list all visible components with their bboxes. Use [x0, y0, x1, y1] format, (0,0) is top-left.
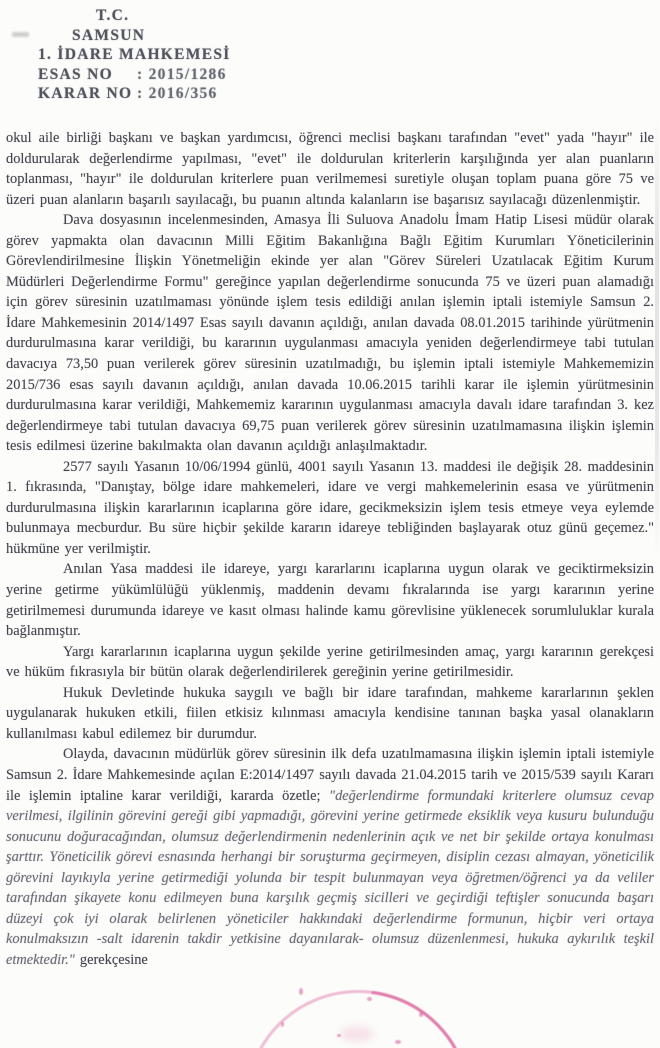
paragraph-olayda [6, 744, 654, 970]
karar-no-row [38, 84, 231, 104]
court-name: 1. İDARE MAHKEMESİ [38, 46, 231, 64]
scan-edge-shadow [655, 118, 659, 558]
paragraph-case-history: Dava dosyasının incelenmesinden, Amasya İli Suluova Anadolu İmam Hatip Lisesi müdür olarak görev yapmakta olan davacının Milli Eğitim Bakanlığına Bağlı Eğitim Kurumları Yöneticilerinin Görevlendirilmesine İlişkin Yönetmeliğin ekinde yer alan "Görev Süreleri Uzatılacak Eğitim Kurum Müdürleri Değerlendirme Formu" gereğince yapılan değerlendirme sonucunda 75 ve üzeri puan alamadığı için görev süresinin uzatılmaması yönünde işlem tesis edildiği anılan işlemin iptali istemiyle Samsun 2. İdare Mahkemesinin 2014/1497 Esas sayılı davanın açıldığı, anılan davada 08.01.2015 tarihinde yürütmenin durdurulmasına karar verildiği, bu kararının uygulanması amacıyla yeniden değerlendirmeye tabi tutulan davacıya 73,50 puan verilerek görev süresinin uzatılmadığı, bu işlemin iptali istemiyle Mahkememizin 2015/736 esas sayılı davanın açıldığı, anılan davada 10.06.2015 tarihli karar ile işlemin yürütmesinin durdurulmasına karar verildiği, Mahkememiz kararının uygulanması amacıyla davalı idare tarafından 3. kez değerlendirmeye tabi tutulan davacıya 69,75 puan verilerek görev süresinin uzatılmamasına ilişkin işlemin tesis edilmesi üzerine bakılmakta olan davanın açıldığı anlaşılmaktadır. [6, 212, 654, 455]
esas-no-value: : 2015/1286 [137, 65, 227, 83]
court-header [0, 6, 231, 104]
esas-no-row [38, 65, 231, 85]
stamp-ink-speck [337, 1034, 341, 1037]
court-stamp-ink-blob [340, 1026, 374, 1042]
stamp-ink-speck [395, 1040, 401, 1044]
paragraph-law-obligation: Anılan Yasa maddesi ile idareye, yargı kararlarını icaplarına uygun olarak ve geciktirmeksizin yerine getirme yükümlülüğü yüklenmiş, maddenin devamı fıkralarında ise yargı kararının yerine getirilmemesi durumunda idareye ve kasıt olması halinde kamu görevlisine yüklenecek sorumluluklar kurala bağlanmıştır. [6, 561, 654, 640]
stamp-ink-speck [419, 1012, 423, 1017]
stamp-ink-speck [281, 1022, 284, 1027]
decision-body [6, 128, 654, 970]
stamp-ink-speck [367, 997, 372, 1001]
esas-no-label: ESAS NO [38, 65, 113, 83]
karar-no-value: : 2016/356 [137, 85, 218, 103]
paragraph-judgment-purpose: Yargı kararlarının icaplarına uygun şekilde yerine getirilmesinden amaç, yargı kararının gerekçesi ve hüküm fıkrasıyla bir bütün olarak değerlendirilerek gereğinin yerine getirilmesidir. [6, 643, 654, 681]
paragraph-rule-of-law: Hukuk Devletinde hukuka saygılı ve bağlı bir idare tarafından, mahkeme kararlarının şeklen uygulanarak hukuken etkili, fiilen etkisiz kılınması amacıyla kendisine tanınan başka yasal olanakların kullanılması kabul edilemez bir durumdur. [6, 684, 654, 742]
karar-no-label: KARAR NO [38, 85, 133, 103]
paragraph-olayda-tail: gerekçesine [74, 951, 148, 968]
paragraph-law-2577: 2577 sayılı Yasanın 10/06/1994 günlü, 4001 sayılı Yasanın 13. maddesi ile değişik 28. maddesinin 1. fıkrasında, "Danıştay, bölge idare mahkemeleri, idare ve vergi mahkemelerinin esasa ve yürütmenin durdurulmasına ilişkin kararlarının icaplarına göre idare, gecikmeksizin işlem tesis etmeye veya eylemde bulunmaya mecburdur. Bu süre hiçbir şekilde kararın idareye tebliğinden başlayarak otuz günü geçemez." hükmüne yer verilmiştir. [6, 458, 654, 557]
stamp-ink-speck [299, 988, 303, 995]
quoted-ruling-text: "değerlendirme formundaki kriterlere olumsuz cevap verilmesi, ilgilinin görevini gereği gibi yapmadığı, görevini yerine getirmede eksiklik veya kusuru bulunduğu sonucunu doğuracağından, olumsuz değerlendirmenin nedenlerinin açık ve net bir şekilde ortaya konulması şarttır. Yöneticilik görevi esnasında herhangi bir soruşturma geçirmeyen, disiplin cezası almayan, yöneticilik görevini layıkıyla yerine getirmediği yolunda bir tespit bulunmayan veya öğretmen/öğrenci ya da veliler tarafından şikayete konu edilmeyen buna karşılık geçmiş sicilleri ve geçirdiği teftişler sonucunda başarı düzeyi çok iyi olarak belirlenen yöneticiler hakkındaki değerlendirme formunun, hiçbir veri ortaya konulmaksızın -salt idarenin takdir yetkisine dayanılarak- olumsuz düzenlenmesi, hukuka aykırılık teşkil etmektedir." [6, 787, 655, 968]
paragraph-olayda-lead: Olayda, davacının müdürlük görev süresinin ilk defa uzatılmamasına ilişkin işlemin iptali istemiyle Samsun 2. İdare Mahkemesinde açılan E:2014/1497 sayılı davada 21.04.2015 tarih ve 2015/539 sayılı Kararı ile işlemin iptaline karar verildiği, kararda özetle; [6, 746, 654, 804]
court-city: SAMSUN [72, 26, 146, 44]
paragraph-evaluation-rules: okul aile birliği başkanı ve başkan yardımcısı, öğrenci meclisi başkanı tarafından "evet" yada "hayır" ile doldurularak değerlendirme yapılması, "evet" ile doldurulan kriterlerin karşılığında yer alan puanların toplanması, "hayır" ile doldurulan kriterlere puan verilmemesi suretiyle oluşan toplam puana göre 75 ve üzeri puan alanların başarılı sayılacağı, bu puanın altında kalanların ise başarısız sayılacağı düzenlenmiştir. [6, 130, 654, 208]
republic-abbrev: T.C. [96, 7, 130, 24]
